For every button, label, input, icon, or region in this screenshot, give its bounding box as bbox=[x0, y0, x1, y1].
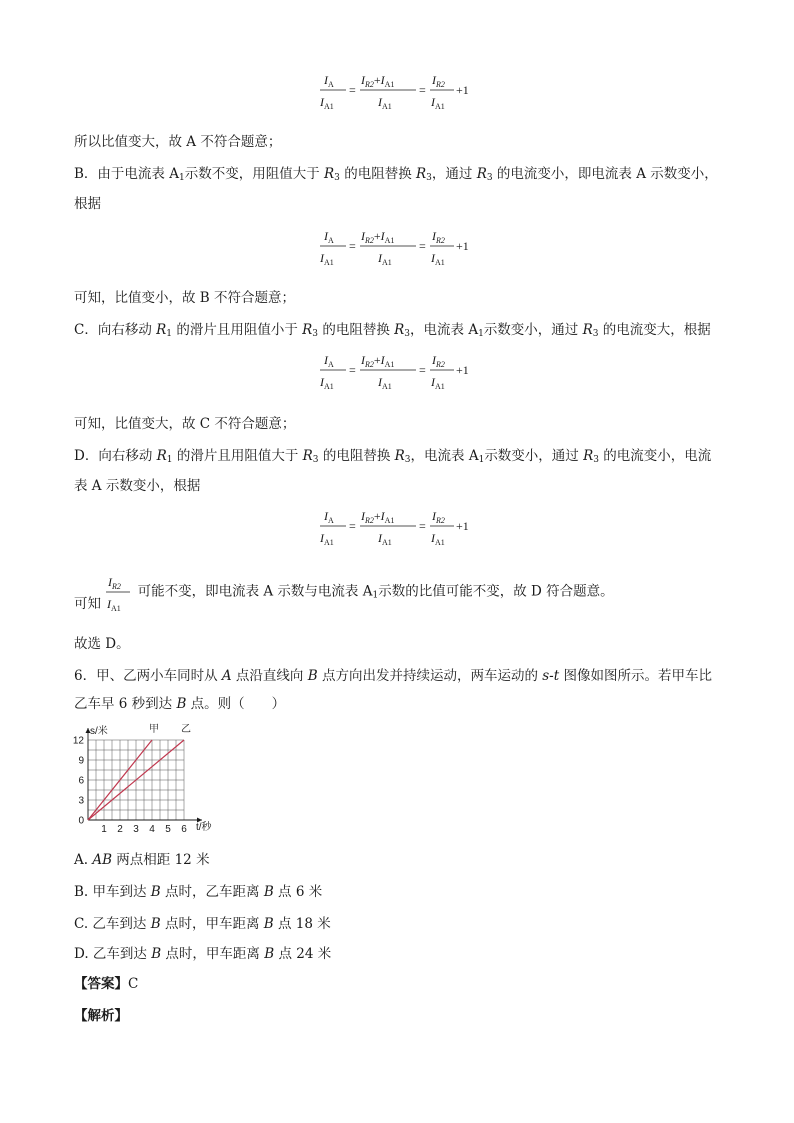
ratio-formula-svg bbox=[318, 348, 488, 392]
svg-text:IA1: $I_{A1}$ bbox=[320, 375, 334, 391]
inline-fraction bbox=[105, 570, 133, 614]
text-line-1: 所以比值变大，故 A 不符合题意； bbox=[74, 134, 282, 150]
text-line-6: 可知，比值变大，故 C 不符合题意； bbox=[74, 416, 296, 432]
text-line-8: 表 A 示数变小，根据 bbox=[74, 478, 201, 494]
svg-text:=: = bbox=[419, 239, 426, 253]
svg-text:IA1: $I_{A1}$ bbox=[378, 95, 392, 111]
x-tick-label: 2 bbox=[117, 824, 123, 832]
svg-text:=: = bbox=[419, 363, 426, 377]
svg-text:IR2+IA1: $I_{R2}+I_{A1}$ bbox=[361, 229, 395, 245]
y-tick-label: 3 bbox=[78, 795, 84, 807]
svg-text:IA1: $I_{A1}$ bbox=[378, 251, 392, 267]
text-line-4: 可知，比值变小，故 B 不符合题意； bbox=[74, 290, 296, 306]
option-d: D. 乙车到达 B 点时，甲车距离 B 点 24 米 bbox=[74, 946, 332, 962]
svg-text:IA1: $I_{A1}$ bbox=[378, 531, 392, 547]
y-tick-label: 12 bbox=[72, 735, 84, 747]
text-line-option-d: D．向右移动 $R_1$ 的滑片且用阻值大于 $R_3$ 的电阻替换 $R_3$，电流表 $A_1$示数变小，通过 $R_3$ 的电流变小，电流 bbox=[74, 448, 712, 465]
svg-text:IR2: $I_{R2}$ bbox=[432, 353, 445, 369]
svg-text:+1: +1 bbox=[456, 239, 469, 253]
text-line-3: 根据 bbox=[74, 196, 101, 212]
svg-text:IR2: $I_{R2}$ bbox=[432, 73, 445, 89]
svg-text:IA1: $I_{A1}$ bbox=[320, 531, 334, 547]
text-line-option-c: C．向右移动 $R_1$ 的滑片且用阻值小于 $R_3$ 的电阻替换 $R_3$，电流表 $A_1$示数变小，通过 $R_3$ 的电流变大，根据 bbox=[74, 322, 711, 339]
answer-value: C bbox=[128, 976, 139, 992]
svg-text:IA1: $I_{A1}$ bbox=[431, 375, 445, 391]
x-tick-label: 1 bbox=[101, 824, 107, 832]
svg-text:+1: +1 bbox=[456, 519, 469, 533]
text-line-option-b: B．由于电流表 $A_1$示数不变，用阻值大于 $R_3$ 的电阻替换 $R_3$，通过 $R_3$ 的电流变小，即电流表 A 示数变小， bbox=[74, 166, 718, 183]
svg-text:IA: $I_A$ bbox=[324, 229, 334, 245]
question-6-line-1: 6．甲、乙两小车同时从 A 点沿直线向 B 点方向出发并持续运动，两车运动的 s-t 图像如图所示。若甲车比 bbox=[74, 668, 712, 684]
ratio-formula-svg bbox=[318, 68, 488, 112]
x-tick-label: 4 bbox=[149, 824, 155, 832]
svg-text:=: = bbox=[349, 519, 356, 533]
y-tick-label: 0 bbox=[78, 815, 84, 827]
ratio-formula bbox=[318, 68, 488, 112]
series-label-jia: 甲 bbox=[149, 724, 159, 735]
st-graph bbox=[68, 722, 228, 836]
svg-text:IA1: $I_{A1}$ bbox=[107, 597, 122, 613]
st-graph-svg bbox=[68, 722, 228, 832]
option-a: A. AB 两点相距 12 米 bbox=[74, 852, 210, 868]
svg-text:IA1: $I_{A1}$ bbox=[431, 531, 445, 547]
x-tick-label: 5 bbox=[165, 824, 171, 832]
svg-text:IR2: $I_{R2}$ bbox=[432, 509, 445, 525]
svg-text:IA: $I_A$ bbox=[324, 73, 334, 89]
svg-text:IA1: $I_{A1}$ bbox=[320, 95, 334, 111]
y-tick-label: 6 bbox=[78, 775, 84, 787]
svg-text:IR2+IA1: $I_{R2}+I_{A1}$ bbox=[361, 509, 395, 525]
text-line-9: 可知 $I_{R2}$ $I_{A1}$ 可能不变，即电流表 A 示数与电流表 $A_1$示数的比值可能不变，故 D 符合题意。 bbox=[74, 570, 614, 616]
x-axis-label: t/秒 bbox=[196, 822, 212, 832]
ratio-formula bbox=[318, 348, 488, 392]
explanation-tag: 【解析】 bbox=[74, 1008, 128, 1024]
svg-text:IR2+IA1: $I_{R2}+I_{A1}$ bbox=[361, 73, 395, 89]
svg-text:IR2: $I_{R2}$ bbox=[108, 575, 122, 591]
x-tick-label: 6 bbox=[181, 824, 187, 832]
ratio-formula-svg bbox=[318, 504, 488, 548]
answer-tag: 【答案】 bbox=[74, 976, 128, 992]
option-b: B. 甲车到达 B 点时，乙车距离 B 点 6 米 bbox=[74, 884, 323, 900]
ratio-formula bbox=[318, 224, 488, 268]
svg-text:+1: +1 bbox=[456, 363, 469, 377]
svg-text:=: = bbox=[419, 519, 426, 533]
svg-text:IR2: $I_{R2}$ bbox=[432, 229, 445, 245]
ratio-formula bbox=[318, 504, 488, 548]
svg-text:=: = bbox=[349, 363, 356, 377]
svg-text:=: = bbox=[349, 83, 356, 97]
svg-text:IA: $I_A$ bbox=[324, 509, 334, 525]
svg-text:IA: $I_A$ bbox=[324, 353, 334, 369]
svg-text:IA1: $I_{A1}$ bbox=[378, 375, 392, 391]
text-line-10: 故选 D。 bbox=[74, 636, 130, 652]
svg-text:IR2+IA1: $I_{R2}+I_{A1}$ bbox=[361, 353, 395, 369]
svg-text:=: = bbox=[349, 239, 356, 253]
svg-text:IA1: $I_{A1}$ bbox=[431, 251, 445, 267]
y-axis-label: s/米 bbox=[90, 726, 108, 737]
svg-text:+1: +1 bbox=[456, 83, 469, 97]
svg-text:=: = bbox=[419, 83, 426, 97]
ratio-formula-svg bbox=[318, 224, 488, 268]
question-6-line-2: 乙车早 6 秒到达 B 点。则（ ） bbox=[74, 696, 286, 712]
svg-text:IA1: $I_{A1}$ bbox=[431, 95, 445, 111]
svg-text:IA1: $I_{A1}$ bbox=[320, 251, 334, 267]
series-label-yi: 乙 bbox=[181, 724, 191, 735]
x-tick-label: 3 bbox=[133, 824, 139, 832]
answer-line bbox=[74, 972, 138, 992]
explanation-line bbox=[74, 1004, 128, 1024]
option-c: C. 乙车到达 B 点时，甲车距离 B 点 18 米 bbox=[74, 916, 331, 932]
y-tick-label: 9 bbox=[78, 755, 84, 767]
